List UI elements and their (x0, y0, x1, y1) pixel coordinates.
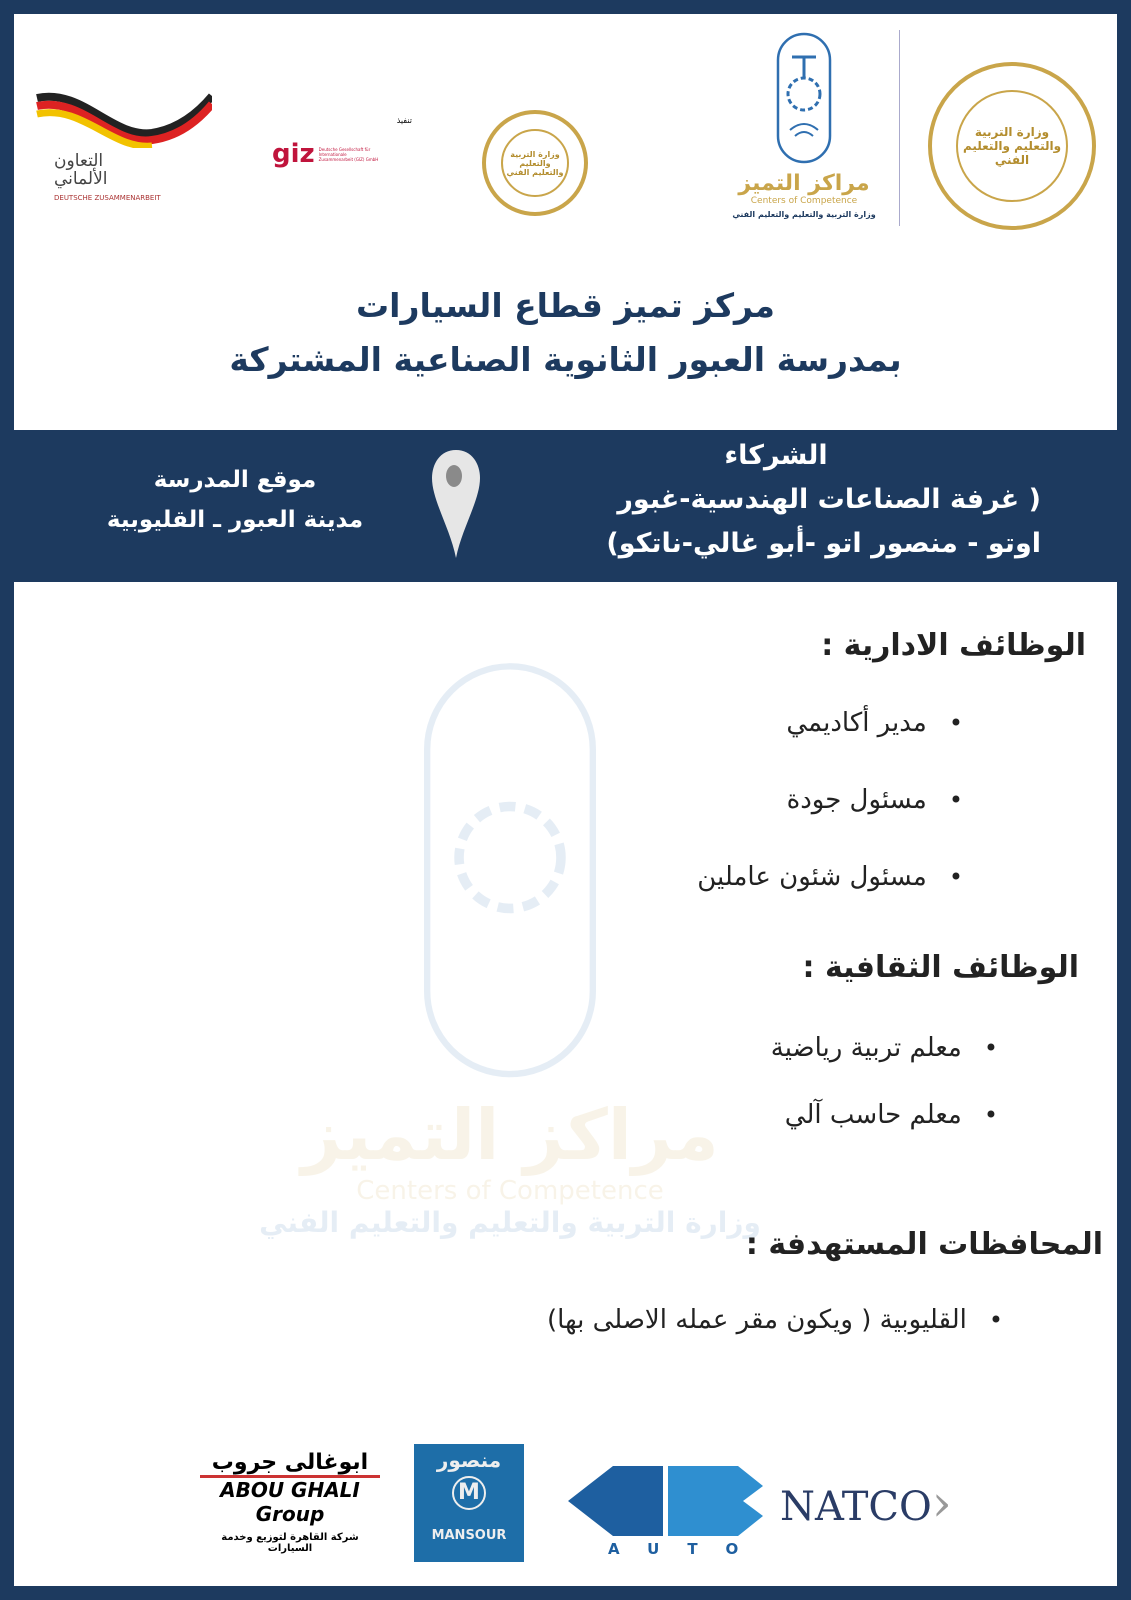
list-item: • معلم حاسب آلي (785, 1100, 998, 1130)
watermark-logo: مراكز التميز Centers of Competence وزارة التربية والتعليم والتعليم الفني (230, 660, 790, 1340)
giz-logo: تنفيذ giz Deutsche Gesellschaft für Internationale Zusammenarbeit (GIZ) GmbH (272, 116, 412, 169)
page-title-line1: مركز تميز قطاع السيارات (356, 286, 775, 325)
ministry-seal-large: وزارة التربية والتعليم والتعليم الفني (928, 62, 1096, 230)
partners-block: الشركاء ( غرفة الصناعات الهندسية-غبور اوتو - منصور اتو -أبو غالي-ناتكو) (606, 440, 1041, 559)
abou-ghali-logo: ابوغالى جروب ABOU GHALI Group شركة القاهرة لتوزيع وخدمة السيارات (200, 1450, 380, 1554)
chevron-right-icon: › (931, 1474, 952, 1532)
mansour-logo: منصور M MANSOUR (414, 1444, 524, 1562)
list-item: • القليوبية ( ويكون مقر عمله الاصلى بها) (547, 1305, 1003, 1335)
ministry-seal-small: وزارة التربية والتعليم والتعليم الفني (482, 110, 588, 216)
watermark-gear-icon (400, 660, 620, 1090)
gb-mark-icon (568, 1466, 768, 1536)
natco-logo: NATCO› (780, 1474, 952, 1532)
list-item: • معلم تربية رياضية (771, 1033, 998, 1063)
gb-auto-logo: AUTO (568, 1466, 768, 1558)
section-heading-administrative: الوظائف الادارية : (821, 628, 1086, 663)
location-pin-icon (430, 448, 482, 560)
list-item: • مدير أكاديمي (786, 708, 963, 738)
german-cooperation-logo: التعاون الألماني DEUTSCHE ZUSAMMENARBEIT (32, 88, 232, 202)
gear-hammer-icon (774, 32, 834, 167)
flag-ribbon-icon (32, 88, 212, 148)
divider (899, 30, 900, 226)
section-heading-cultural: الوظائف الثقافية : (802, 950, 1079, 985)
list-item: • مسئول جودة (787, 785, 963, 815)
location-block: موقع المدرسة مدينة العبور ـ القليوبية (106, 467, 364, 533)
page-title-line2: بمدرسة العبور الثانوية الصناعية المشتركة (229, 340, 902, 379)
section-heading-governorates: المحافظات المستهدفة : (745, 1227, 1103, 1262)
header-panel (14, 14, 1117, 430)
list-item: • مسئول شئون عاملين (697, 862, 963, 892)
centers-of-competence-logo: مراكز التميز Centers of Competence وزارة التربية والتعليم والتعليم الفني (714, 32, 894, 219)
info-band (0, 430, 1131, 582)
